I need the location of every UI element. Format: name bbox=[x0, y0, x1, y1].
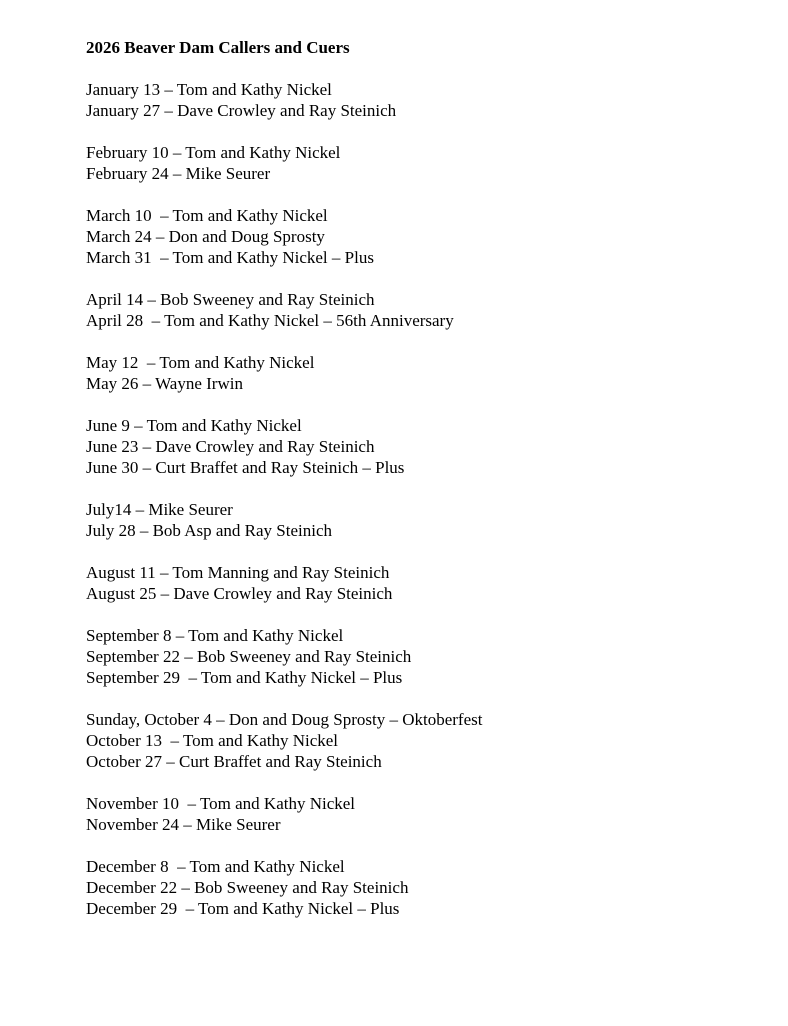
schedule-list bbox=[86, 79, 748, 919]
schedule-line: June 9 – Tom and Kathy Nickel bbox=[86, 416, 302, 435]
schedule-line: April 14 – Bob Sweeney and Ray Steinich bbox=[86, 290, 375, 309]
schedule-line: November 24 – Mike Seurer bbox=[86, 815, 281, 834]
schedule-line: Sunday, October 4 – Don and Doug Sprosty – Oktoberfest bbox=[86, 710, 483, 729]
month-group-december bbox=[86, 856, 748, 919]
schedule-line: November 10 – Tom and Kathy Nickel bbox=[86, 794, 356, 813]
month-group-november bbox=[86, 793, 748, 835]
schedule-line: September 29 – Tom and Kathy Nickel – Plus bbox=[86, 668, 403, 687]
schedule-line: October 27 – Curt Braffet and Ray Steinich bbox=[86, 752, 382, 771]
document-title: 2026 Beaver Dam Callers and Cuers bbox=[86, 38, 350, 57]
schedule-line: December 8 – Tom and Kathy Nickel bbox=[86, 857, 345, 876]
month-group-october bbox=[86, 709, 748, 772]
schedule-line: September 22 – Bob Sweeney and Ray Steinich bbox=[86, 647, 412, 666]
schedule-line: February 10 – Tom and Kathy Nickel bbox=[86, 143, 341, 162]
schedule-line: May 26 – Wayne Irwin bbox=[86, 374, 243, 393]
schedule-line: May 12 – Tom and Kathy Nickel bbox=[86, 353, 315, 372]
month-group-april bbox=[86, 289, 748, 331]
schedule-line: October 13 – Tom and Kathy Nickel bbox=[86, 731, 339, 750]
month-group-july bbox=[86, 499, 748, 541]
schedule-line: July14 – Mike Seurer bbox=[86, 500, 233, 519]
schedule-line: January 13 – Tom and Kathy Nickel bbox=[86, 80, 332, 99]
month-group-august bbox=[86, 562, 748, 604]
month-group-june bbox=[86, 415, 748, 478]
schedule-line: September 8 – Tom and Kathy Nickel bbox=[86, 626, 344, 645]
schedule-line: June 23 – Dave Crowley and Ray Steinich bbox=[86, 437, 375, 456]
schedule-line: December 22 – Bob Sweeney and Ray Steinich bbox=[86, 878, 409, 897]
schedule-line: March 10 – Tom and Kathy Nickel bbox=[86, 206, 328, 225]
schedule-line: August 25 – Dave Crowley and Ray Steinich bbox=[86, 584, 393, 603]
schedule-line: March 24 – Don and Doug Sprosty bbox=[86, 227, 325, 246]
month-group-march bbox=[86, 205, 748, 268]
month-group-may bbox=[86, 352, 748, 394]
schedule-line: March 31 – Tom and Kathy Nickel – Plus bbox=[86, 248, 374, 267]
month-group-september bbox=[86, 625, 748, 688]
schedule-line: July 28 – Bob Asp and Ray Steinich bbox=[86, 521, 333, 540]
schedule-line: August 11 – Tom Manning and Ray Steinich bbox=[86, 563, 390, 582]
schedule-line: April 28 – Tom and Kathy Nickel – 56th Anniversary bbox=[86, 311, 454, 330]
schedule-line: February 24 – Mike Seurer bbox=[86, 164, 271, 183]
schedule-line: June 30 – Curt Braffet and Ray Steinich – Plus bbox=[86, 458, 405, 477]
schedule-line: January 27 – Dave Crowley and Ray Steinich bbox=[86, 101, 397, 120]
month-group-january bbox=[86, 79, 748, 121]
schedule-line: December 29 – Tom and Kathy Nickel – Plus bbox=[86, 899, 400, 918]
month-group-february bbox=[86, 142, 748, 184]
